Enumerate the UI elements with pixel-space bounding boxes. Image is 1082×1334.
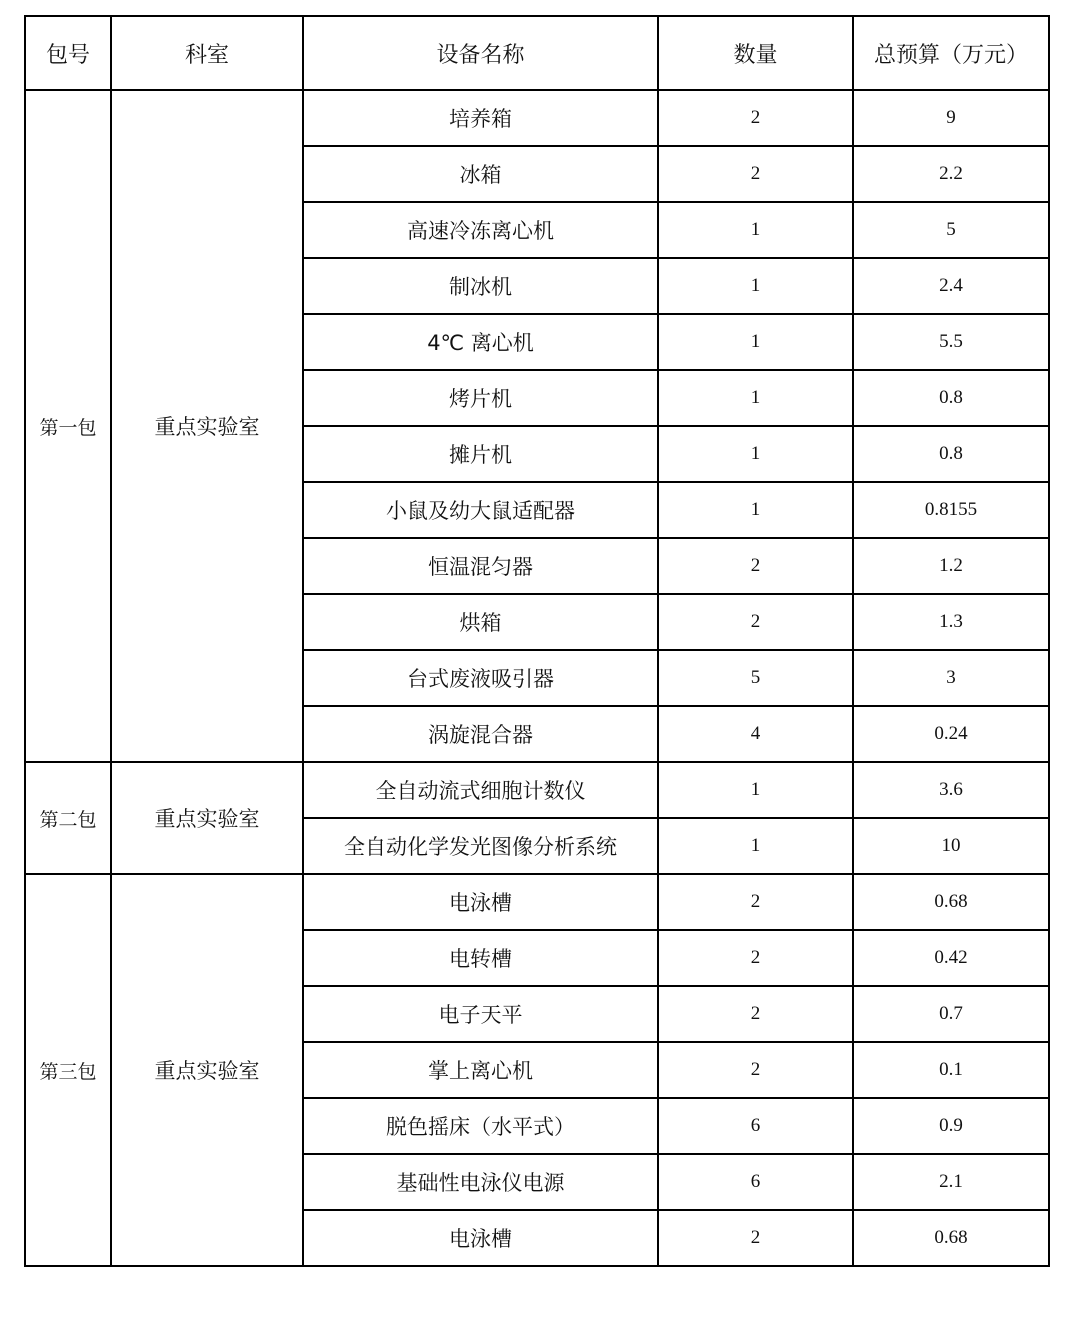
quantity-cell: 2	[658, 146, 853, 202]
table-row	[25, 874, 1049, 930]
budget-cell: 0.42	[853, 930, 1049, 986]
equipment-name-cell: 恒温混匀器	[303, 538, 658, 594]
equipment-name-cell: 掌上离心机	[303, 1042, 658, 1098]
equipment-name-cell: 烤片机	[303, 370, 658, 426]
header-package: 包号	[25, 16, 111, 90]
budget-cell: 1.3	[853, 594, 1049, 650]
equipment-name-cell: 全自动流式细胞计数仪	[303, 762, 658, 818]
equipment-name-cell: 电泳槽	[303, 874, 658, 930]
quantity-cell: 5	[658, 650, 853, 706]
quantity-cell: 6	[658, 1098, 853, 1154]
equipment-name-cell: 台式废液吸引器	[303, 650, 658, 706]
table-row	[25, 762, 1049, 818]
equipment-name-cell: 制冰机	[303, 258, 658, 314]
equipment-name-cell: 全自动化学发光图像分析系统	[303, 818, 658, 874]
equipment-name-cell: 烘箱	[303, 594, 658, 650]
header-equipment-name: 设备名称	[303, 16, 658, 90]
header-department: 科室	[111, 16, 303, 90]
quantity-cell: 2	[658, 930, 853, 986]
budget-cell: 0.8	[853, 426, 1049, 482]
equipment-name-cell: 小鼠及幼大鼠适配器	[303, 482, 658, 538]
quantity-cell: 4	[658, 706, 853, 762]
table-row	[25, 90, 1049, 146]
equipment-budget-table	[24, 15, 1050, 1267]
budget-cell: 0.9	[853, 1098, 1049, 1154]
quantity-cell: 1	[658, 370, 853, 426]
equipment-name-cell: 电转槽	[303, 930, 658, 986]
department-cell: 重点实验室	[111, 90, 303, 762]
package-cell: 第三包	[25, 874, 111, 1266]
table-body	[25, 90, 1049, 1266]
budget-cell: 5.5	[853, 314, 1049, 370]
budget-cell: 0.8155	[853, 482, 1049, 538]
equipment-name-cell: 脱色摇床（水平式）	[303, 1098, 658, 1154]
equipment-name-cell: 培养箱	[303, 90, 658, 146]
equipment-name-cell: 摊片机	[303, 426, 658, 482]
quantity-cell: 2	[658, 986, 853, 1042]
department-cell: 重点实验室	[111, 874, 303, 1266]
budget-cell: 9	[853, 90, 1049, 146]
package-cell: 第一包	[25, 90, 111, 762]
budget-cell: 2.2	[853, 146, 1049, 202]
equipment-name-cell: 电子天平	[303, 986, 658, 1042]
quantity-cell: 2	[658, 90, 853, 146]
quantity-cell: 1	[658, 202, 853, 258]
equipment-name-cell: 基础性电泳仪电源	[303, 1154, 658, 1210]
quantity-cell: 1	[658, 818, 853, 874]
department-cell: 重点实验室	[111, 762, 303, 874]
budget-cell: 3	[853, 650, 1049, 706]
budget-cell: 5	[853, 202, 1049, 258]
quantity-cell: 2	[658, 538, 853, 594]
quantity-cell: 6	[658, 1154, 853, 1210]
budget-cell: 3.6	[853, 762, 1049, 818]
quantity-cell: 1	[658, 762, 853, 818]
equipment-name-cell: 4℃ 离心机	[303, 314, 658, 370]
budget-cell: 0.8	[853, 370, 1049, 426]
quantity-cell: 1	[658, 314, 853, 370]
budget-cell: 0.1	[853, 1042, 1049, 1098]
quantity-cell: 1	[658, 482, 853, 538]
equipment-name-cell: 高速冷冻离心机	[303, 202, 658, 258]
budget-cell: 0.7	[853, 986, 1049, 1042]
budget-cell: 1.2	[853, 538, 1049, 594]
budget-cell: 0.68	[853, 1210, 1049, 1266]
quantity-cell: 2	[658, 874, 853, 930]
budget-cell: 10	[853, 818, 1049, 874]
package-cell: 第二包	[25, 762, 111, 874]
quantity-cell: 2	[658, 594, 853, 650]
header-total-budget: 总预算（万元）	[853, 16, 1049, 90]
budget-cell: 0.24	[853, 706, 1049, 762]
header-quantity: 数量	[658, 16, 853, 90]
budget-cell: 0.68	[853, 874, 1049, 930]
budget-cell: 2.4	[853, 258, 1049, 314]
quantity-cell: 1	[658, 426, 853, 482]
equipment-name-cell: 涡旋混合器	[303, 706, 658, 762]
budget-cell: 2.1	[853, 1154, 1049, 1210]
equipment-name-cell: 冰箱	[303, 146, 658, 202]
quantity-cell: 2	[658, 1210, 853, 1266]
equipment-name-cell: 电泳槽	[303, 1210, 658, 1266]
quantity-cell: 1	[658, 258, 853, 314]
quantity-cell: 2	[658, 1042, 853, 1098]
header-row	[25, 16, 1049, 90]
